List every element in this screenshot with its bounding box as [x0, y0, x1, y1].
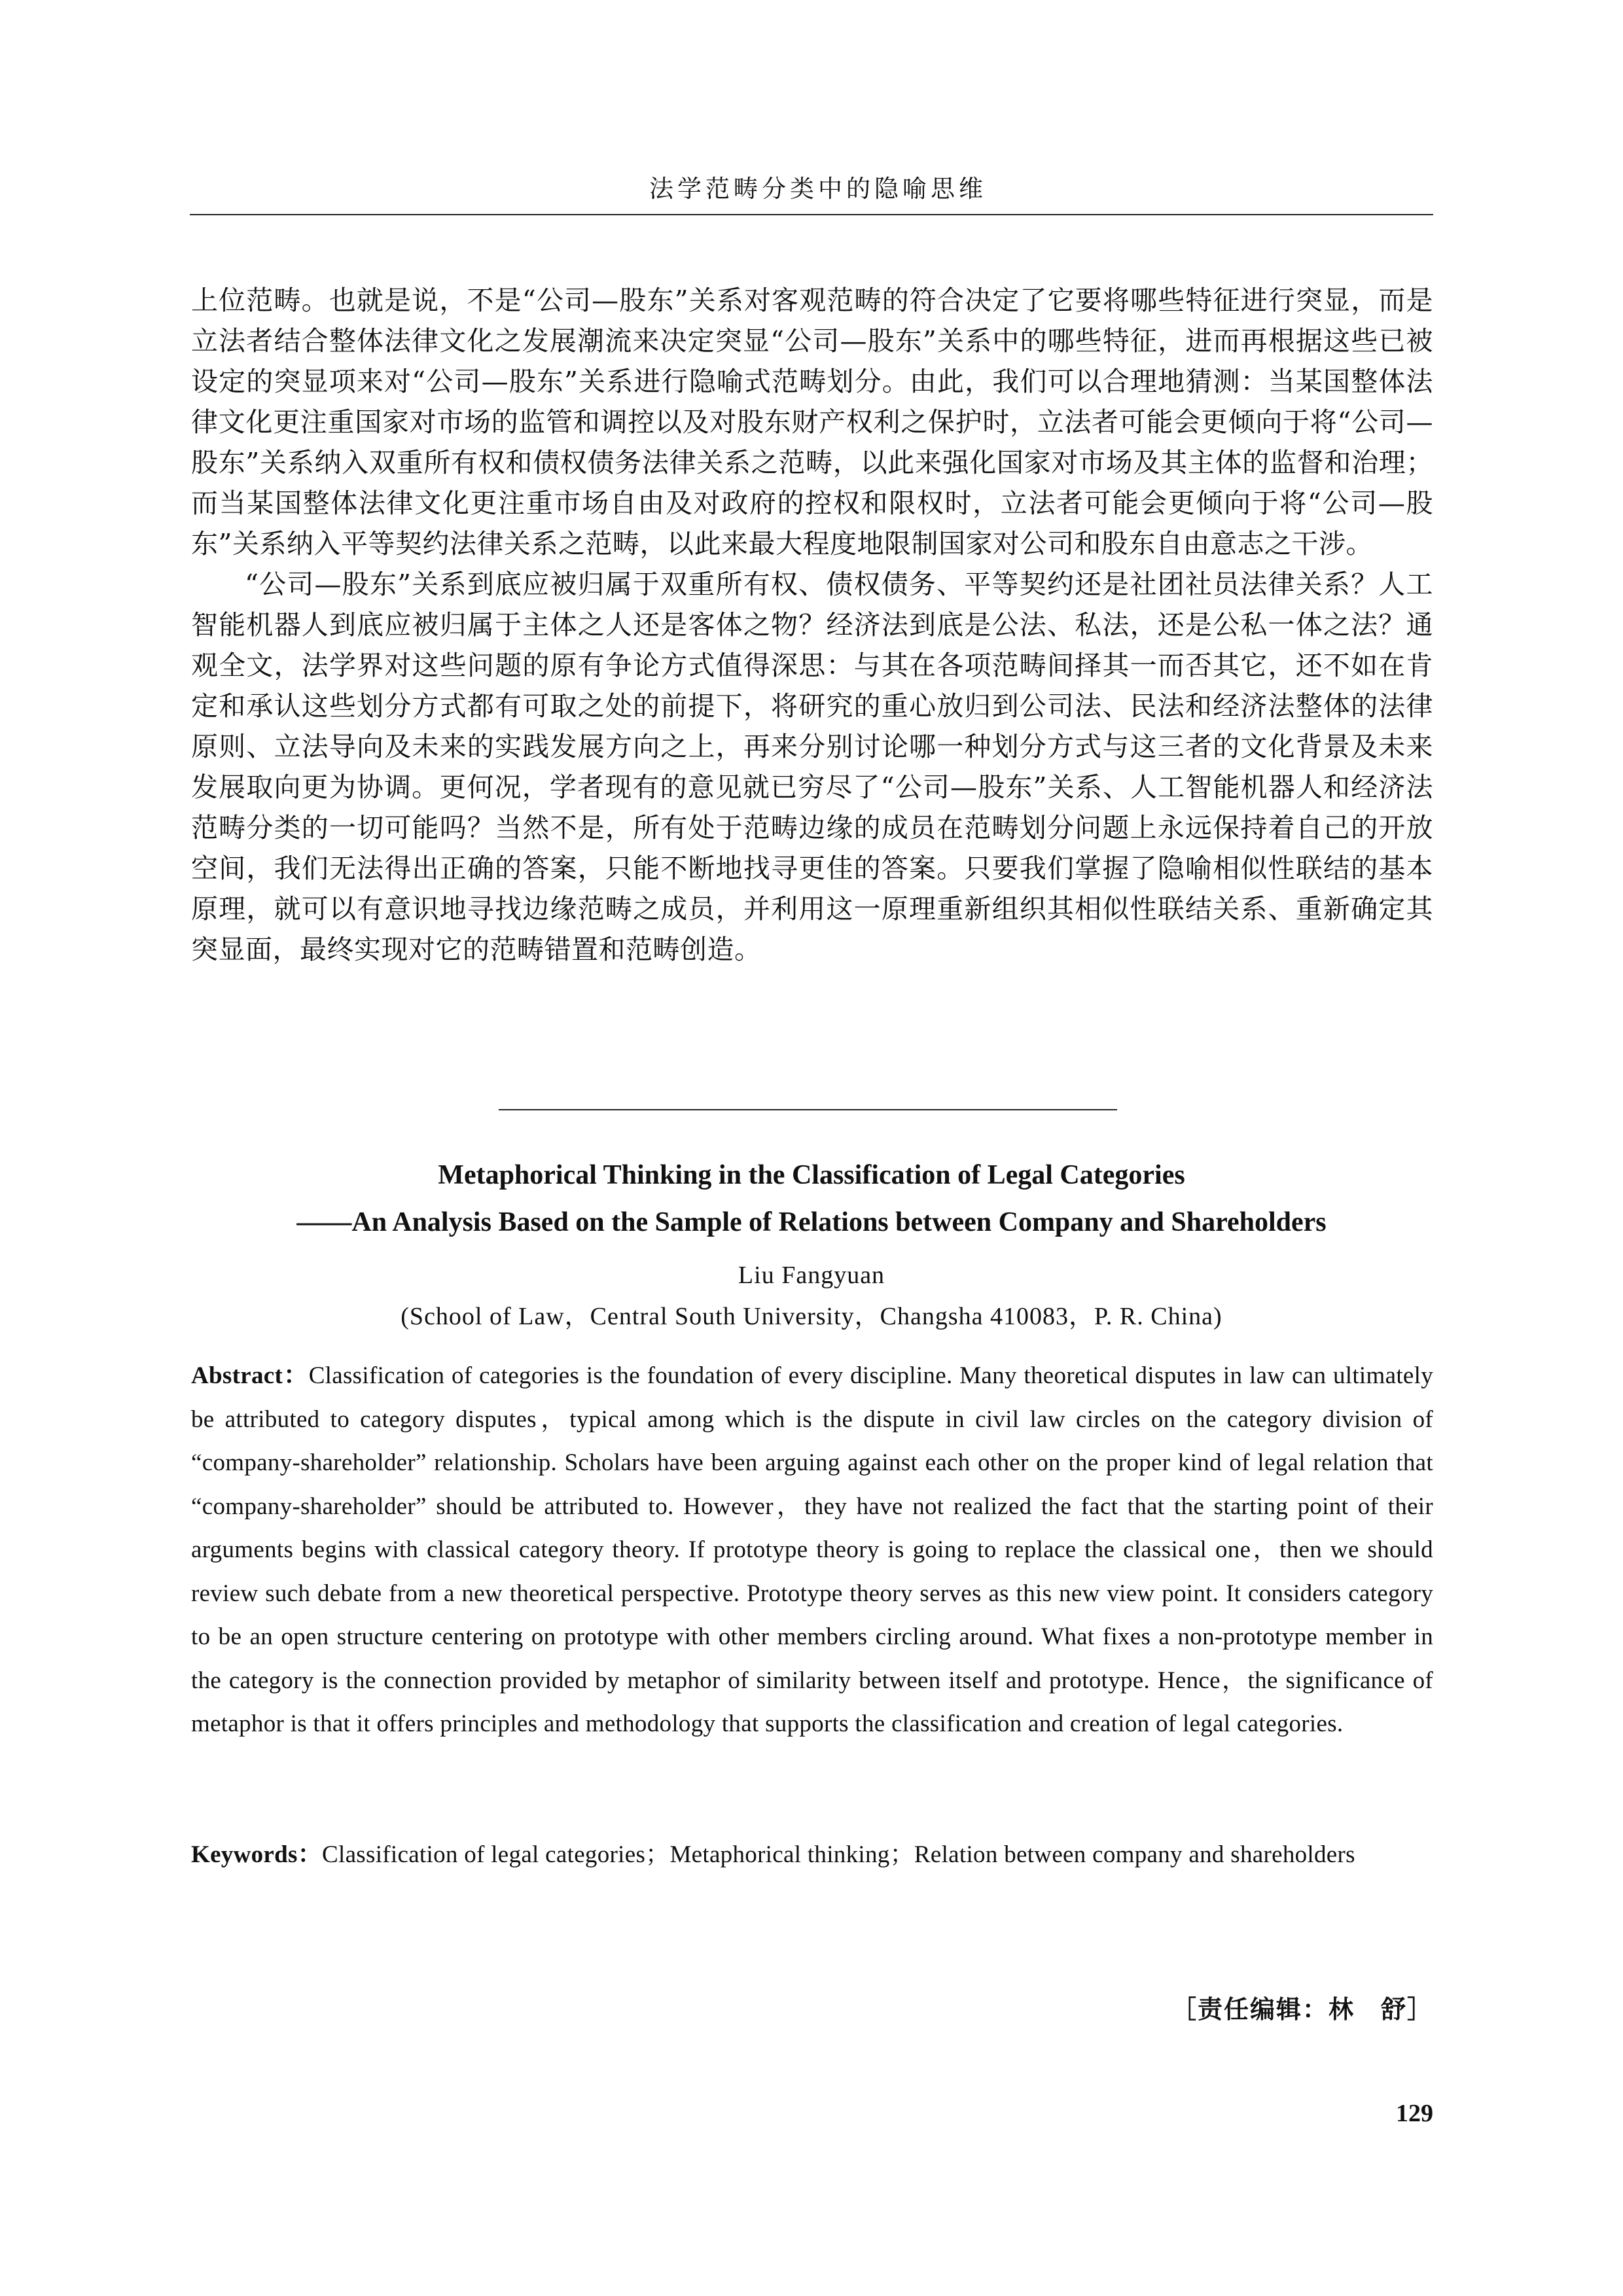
chinese-body [191, 280, 1433, 970]
abstract [191, 1354, 1433, 1746]
abstract-label: Abstract： [191, 1362, 309, 1389]
keywords-label: Keywords： [191, 1841, 323, 1868]
english-subtitle: ——An Analysis Based on the Sample of Relations between Company and Shareholders [296, 1207, 1327, 1237]
author-name: Liu Fangyuan [738, 1262, 885, 1289]
running-title: 法学范畴分类中的隐喻思维 [649, 175, 987, 203]
keywords [191, 1833, 1433, 1877]
header-rule [190, 214, 1433, 215]
section-divider [499, 1109, 1117, 1110]
author-affiliation: (School of Law，Central South University，Changsha 410083，P. R. China) [401, 1303, 1222, 1330]
keywords-text: Classification of legal categories；Metaphorical thinking；Relation between company and shareholders [322, 1841, 1355, 1868]
editor-note: ［责任编辑：林 舒］ [1171, 1995, 1433, 2024]
english-title: Metaphorical Thinking in the Classification of Legal Categories [438, 1160, 1185, 1190]
body-paragraph-1: 上位范畴。也就是说，不是“公司—股东”关系对客观范畴的符合决定了它要将哪些特征进行突显，而是立法者结合整体法律文化之发展潮流来决定突显“公司—股东”关系中的哪些特征，进而再根据这些已被设定的突显项来对“公司—股东”关系进行隐喻式范畴划分。由此，我们可以合理地猜测：当某国整体法律文化更注重国家对市场的监管和调控以及对股东财产权利之保护时，立法者可能会更倾向于将“公司—股东”关系纳入双重所有权和债权债务法律关系之范畴，以此来强化国家对市场及其主体的监督和治理；而当某国整体法律文化更注重市场自由及对政府的控权和限权时，立法者可能会更倾向于将“公司—股东”关系纳入平等契约法律关系之范畴，以此来最大程度地限制国家对公司和股东自由意志之干涉。 [191, 285, 1433, 559]
page-number: 129 [1396, 2100, 1433, 2127]
abstract-text: Classification of categories is the foundation of every discipline. Many theoretical disputes in law can ultimately be attributed to category disputes，typical among which is the dispute in civil law circles on the category division of “company-shareholder” relationship. Scholars have been arguing against each other on the proper kind of legal relation that “company-shareholder” should be attributed to. However，they have not realized the fact that the starting point of their arguments begins with classical category theory. If prototype theory is going to replace the classical one，then we should review such debate from a new theoretical perspective. Prototype theory serves as this new view point. It considers category to be an open structure centering on prototype with other members circling around. What fixes a non-prototype member in the category is the connection provided by metaphor of similarity between itself and prototype. Hence，the significance of metaphor is that it offers principles and methodology that supports the classification and creation of legal categories. [191, 1362, 1433, 1737]
body-paragraph-2: “公司—股东”关系到底应被归属于双重所有权、债权债务、平等契约还是社团社员法律关系？人工智能机器人到底应被归属于主体之人还是客体之物？经济法到底是公法、私法，还是公私一体之法？通观全文，法学界对这些问题的原有争论方式值得深思：与其在各项范畴间择其一而否其它，还不如在肯定和承认这些划分方式都有可取之处的前提下，将研究的重心放归到公司法、民法和经济法整体的法律原则、立法导向及未来的实践发展方向之上，再来分别讨论哪一种划分方式与这三者的文化背景及未来发展取向更为协调。更何况，学者现有的意见就已穷尽了“公司—股东”关系、人工智能机器人和经济法范畴分类的一切可能吗？当然不是，所有处于范畴边缘的成员在范畴划分问题上永远保持着自己的开放空间，我们无法得出正确的答案，只能不断地找寻更佳的答案。只要我们掌握了隐喻相似性联结的基本原理，就可以有意识地寻找边缘范畴之成员，并利用这一原理重新组织其相似性联结关系、重新确定其突显面，最终实现对它的范畴错置和范畴创造。 [191, 569, 1433, 965]
